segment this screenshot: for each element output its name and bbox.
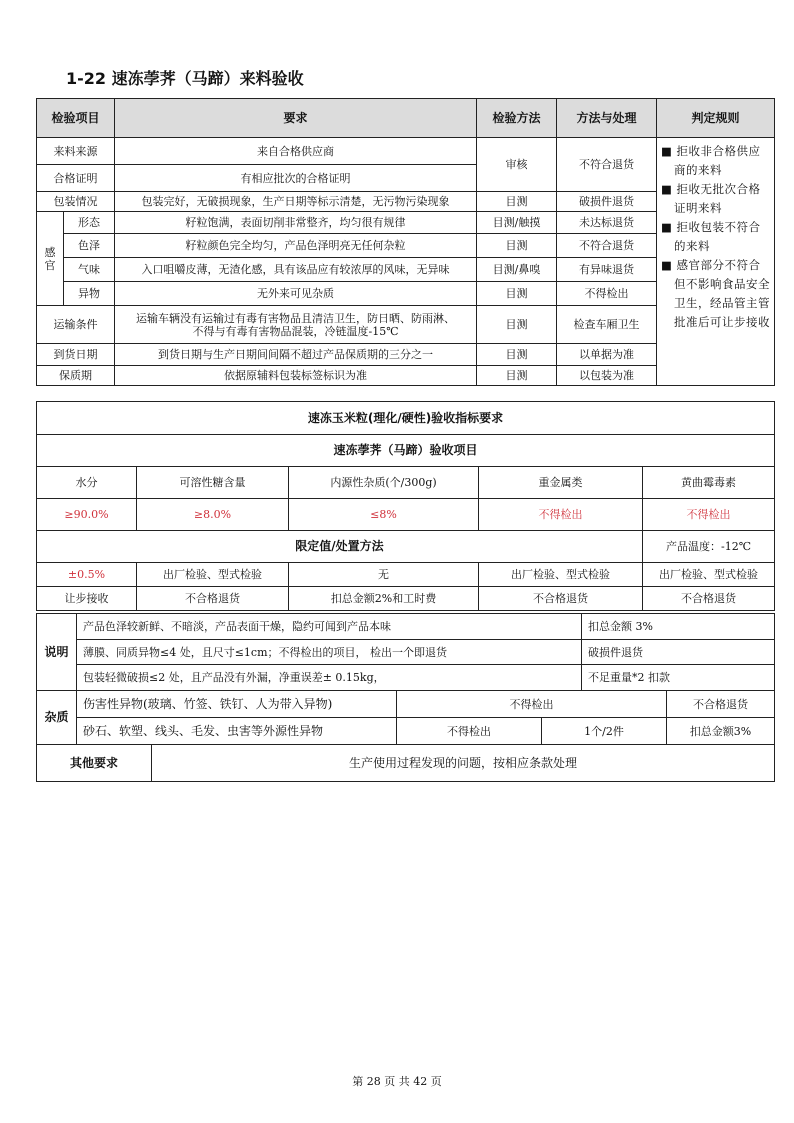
table-row xyxy=(37,691,775,718)
indicator-name: 水分 xyxy=(37,467,137,499)
row-label: 运输条件 xyxy=(37,306,115,344)
row-handling: 不符合退货 xyxy=(557,234,657,258)
row-handling: 不得检出 xyxy=(557,282,657,306)
table-row xyxy=(37,138,775,165)
note-action: 不足重量*2 扣款 xyxy=(582,665,775,691)
limit-cell: 出厂检验、型式检验 xyxy=(479,563,643,587)
indicator-name: 重金属类 xyxy=(479,467,643,499)
impurity-text: 伤害性异物(玻璃、竹签、铁钉、人为带入异物) xyxy=(77,691,397,718)
table-row xyxy=(37,614,775,640)
row-requirement: 来自合格供应商 xyxy=(115,138,477,165)
row-requirement: 籽粒饱满，表面切削非常整齐，均匀很有规律 xyxy=(115,212,477,234)
row-method: 目测 xyxy=(477,234,557,258)
table-row xyxy=(37,640,775,665)
impurity-table xyxy=(36,690,775,745)
indicator-value: 不得检出 xyxy=(643,499,775,531)
indicator-name: 黄曲霉毒素 xyxy=(643,467,775,499)
row-requirement: 依据原辅料包装标签标识为准 xyxy=(115,366,477,386)
rule-item: ■ 拒收无批次合格证明来料 xyxy=(661,182,761,215)
header-handling: 方法与处理 xyxy=(557,99,657,138)
row-method: 目测 xyxy=(477,282,557,306)
notes-label: 说明 xyxy=(37,614,77,691)
table-row xyxy=(37,718,775,745)
row-requirement: 到货日期与生产日期间间隔不超过产品保质期的三分之一 xyxy=(115,344,477,366)
row-requirement: 籽粒颜色完全均匀，产品色泽明亮无任何杂粒 xyxy=(115,234,477,258)
indicator-name: 内源性杂质(个/300g) xyxy=(289,467,479,499)
limit-cell: 无 xyxy=(289,563,479,587)
row-label: 到货日期 xyxy=(37,344,115,366)
indicator-value: ≥90.0% xyxy=(37,499,137,531)
notes-table xyxy=(36,613,775,691)
table-row xyxy=(37,587,775,611)
row-requirement: 包装完好，无破损现象，生产日期等标示清楚，无污物污染现象 xyxy=(115,192,477,212)
row-label: 保质期 xyxy=(37,366,115,386)
impurity-cell: 不合格退货 xyxy=(667,691,775,718)
impurity-cell: 1个/2件 xyxy=(542,718,667,745)
row-method: 目测 xyxy=(477,366,557,386)
indicator-value: 不得检出 xyxy=(479,499,643,531)
row-method: 目测 xyxy=(477,306,557,344)
header-method: 检验方法 xyxy=(477,99,557,138)
impurity-cell: 扣总金额3% xyxy=(667,718,775,745)
indicator-table xyxy=(36,401,775,611)
sensory-label: 感官 xyxy=(37,212,64,306)
action-cell: 扣总金额2%和工时费 xyxy=(289,587,479,611)
limit-cell: 出厂检验、型式检验 xyxy=(137,563,289,587)
inspection-table xyxy=(36,98,775,386)
row-requirement xyxy=(115,306,477,344)
limit-cell: 出厂检验、型式检验 xyxy=(643,563,775,587)
row-label: 合格证明 xyxy=(37,165,115,192)
row-label: 异物 xyxy=(64,282,115,306)
product-temperature: 产品温度：-12℃ xyxy=(643,531,775,563)
table-row xyxy=(37,745,775,782)
row-handling: 检查车厢卫生 xyxy=(557,306,657,344)
action-cell: 不合格退货 xyxy=(643,587,775,611)
row-method: 目测/触摸 xyxy=(477,212,557,234)
note-text: 包装轻微破损≤2 处，且产品没有外漏，净重误差± 0.15kg， xyxy=(77,665,582,691)
note-action: 破损件退货 xyxy=(582,640,775,665)
other-label: 其他要求 xyxy=(37,745,152,782)
section-title: 速冻玉米粒(理化/硬性)验收指标要求 xyxy=(37,402,775,435)
page-footer: 第 28 页 共 42 页 xyxy=(352,1075,442,1088)
row-label: 来料来源 xyxy=(37,138,115,165)
row-handling: 有异味退货 xyxy=(557,258,657,282)
table-row xyxy=(37,402,775,435)
action-cell: 不合格退货 xyxy=(137,587,289,611)
judgement-rules xyxy=(657,138,775,386)
row-label: 气味 xyxy=(64,258,115,282)
row-requirement: 入口咀嚼皮薄，无渣化感，具有该品应有较浓厚的风味，无异味 xyxy=(115,258,477,282)
row-label: 形态 xyxy=(64,212,115,234)
table-row xyxy=(37,563,775,587)
impurity-label: 杂质 xyxy=(37,691,77,745)
limit-cell: ±0.5% xyxy=(37,563,137,587)
indicator-value: ≥8.0% xyxy=(137,499,289,531)
other-table xyxy=(36,744,775,782)
action-cell: 让步接收 xyxy=(37,587,137,611)
row-handling: 破损件退货 xyxy=(557,192,657,212)
row-handling: 以包装为准 xyxy=(557,366,657,386)
rule-item: ■ 拒收非合格供应商的来料 xyxy=(661,144,761,177)
transport-req-line: 不得与有毒有害物品混装，冷链温度-15℃ xyxy=(192,324,399,338)
other-text: 生产使用过程发现的问题，按相应条款处理 xyxy=(152,745,775,782)
header-item: 检验项目 xyxy=(37,99,115,138)
table-row xyxy=(37,467,775,499)
note-text: 薄膜、同质异物≤4 处，且尺寸≤1cm；不得检出的项目， 检出一个即退货 xyxy=(77,640,582,665)
table-row xyxy=(37,499,775,531)
row-handling: 未达标退货 xyxy=(557,212,657,234)
action-cell: 不合格退货 xyxy=(479,587,643,611)
table-row xyxy=(37,665,775,691)
rule-item: ■ 拒收包装不符合的来料 xyxy=(661,220,761,253)
note-action: 扣总金额 3% xyxy=(582,614,775,640)
table-header-row xyxy=(37,99,775,138)
indicator-value: ≤8% xyxy=(289,499,479,531)
limit-title: 限定值/处置方法 xyxy=(37,531,643,563)
note-text: 产品色泽较新鲜、不暗淡，产品表面干燥，隐约可闻到产品本味 xyxy=(77,614,582,640)
row-method: 审核 xyxy=(477,138,557,192)
row-method: 目测 xyxy=(477,192,557,212)
header-requirement: 要求 xyxy=(115,99,477,138)
impurity-cell: 不得检出 xyxy=(397,718,542,745)
row-requirement: 有相应批次的合格证明 xyxy=(115,165,477,192)
header-judgement: 判定规则 xyxy=(657,99,775,138)
row-handling: 以单据为准 xyxy=(557,344,657,366)
row-method: 目测 xyxy=(477,344,557,366)
page-title: 1-22 速冻荸荠（马蹄）来料验收 xyxy=(66,69,304,88)
transport-req-line: 运输车辆没有运输过有毒有害物品且清洁卫生，防日晒、防雨淋、 xyxy=(136,311,456,325)
row-label: 包装情况 xyxy=(37,192,115,212)
impurity-cell: 不得检出 xyxy=(397,691,667,718)
row-requirement: 无外来可见杂质 xyxy=(115,282,477,306)
row-handling: 不符合退货 xyxy=(557,138,657,192)
row-label: 色泽 xyxy=(64,234,115,258)
impurity-text: 砂石、软塑、线头、毛发、虫害等外源性异物 xyxy=(77,718,397,745)
row-method: 目测/鼻嗅 xyxy=(477,258,557,282)
indicator-name: 可溶性糖含量 xyxy=(137,467,289,499)
table-row xyxy=(37,435,775,467)
section-title: 速冻荸荠（马蹄）验收项目 xyxy=(37,435,775,467)
rule-item: ■ 感官部分不符合但不影响食品安全卫生，经品管主管批准后可让步接收 xyxy=(661,258,771,329)
table-row xyxy=(37,531,775,563)
